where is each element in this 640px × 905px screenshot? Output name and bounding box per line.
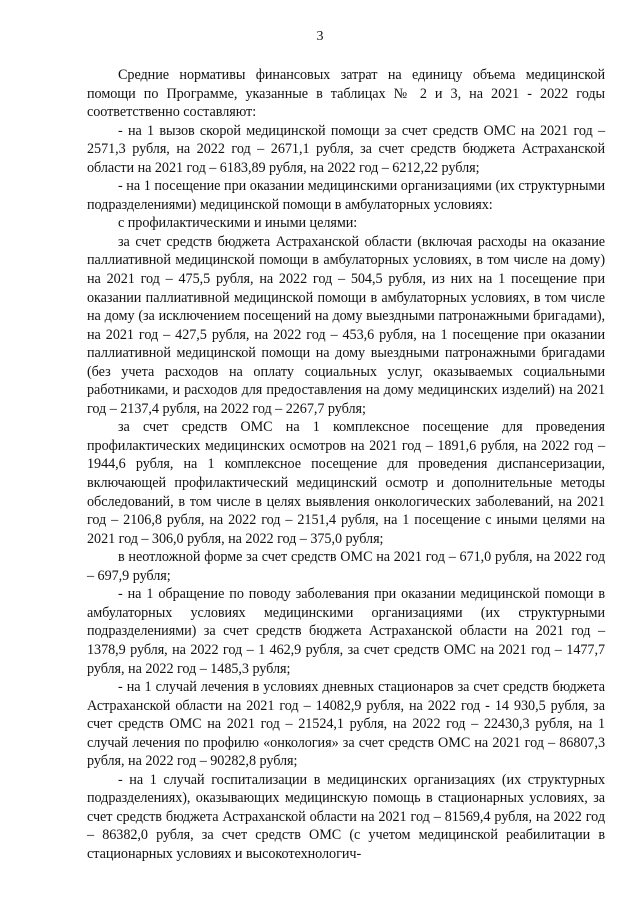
- paragraph-urgent-care: в неотложной форме за счет средств ОМС на 2021 год – 671,0 рубля, на 2022 год – 697,9 рубля;: [87, 549, 605, 584]
- paragraph-regional-budget-visits: за счет средств бюджета Астраханской области (включая расходы на оказание паллиативной медицинской помощи в амбулаторных условиях, в том числе на дому) на 2021 год – 475,5 рубля, на 2022 год – 504,5 рубля, из них на 1 посещение при оказании паллиативной медицинской помощи в амбулаторных условиях, в том числе на дому (за исключением посещений на дому выездными патронажными бригадами), на 2021 год – 427,5 рубля, на 2022 год – 453,6 рубля, на 1 посещение при оказании паллиативной медицинской помощи на дому выездными патронажными бригадами (без учета расходов на оплату социальных услуг, оказываемых социальными работниками, и расходов для предоставления на дому медицинских изделий) на 2021 год – 2137,4 рубля, на 2022 год – 2267,7 рубля;: [87, 233, 605, 417]
- paragraph-oms-complex-visits: за счет средств ОМС на 1 комплексное посещение для проведения профилактических медицинских осмотров на 2021 год – 1891,6 рубля, на 2022 год – 1944,6 рубля, на 1 комплексное посещение для проведения диспансеризации, включающей профилактический медицинский осмотр и дополнительные методы обследований, в том числе в целях выявления онкологических заболеваний, на 2021 год – 2106,8 рубля, на 2022 год – 2151,4 рубля, на 1 посещение с иными целями на 2021 год – 306,0 рубля, на 2022 год – 375,0 рубля;: [87, 419, 605, 547]
- paragraph-disease-appeal: - на 1 обращение по поводу заболевания при оказании медицинской помощи в амбулаторных условиях медицинскими организациями (их структурными подразделениями) за счет средств бюджета Астраханской области на 2021 год – 1378,9 рубля, на 2022 год – 1 462,9 рубля, за счет средств ОМС на 2021 год – 1477,7 рубля, на 2022 год – 1485,3 рубля;: [87, 586, 605, 677]
- paragraph-intro: Средние нормативы финансовых затрат на единицу объема медицинской помощи по Программе, указанные в таблицах № 2 и 3, на 2021 - 2022 годы соответственно составляют:: [87, 67, 605, 121]
- document-body: [87, 66, 605, 864]
- page-number: 3: [316, 29, 324, 44]
- paragraph-preventive-purposes: с профилактическими и иными целями:: [118, 215, 358, 232]
- paragraph-ambulance-call: - на 1 вызов скорой медицинской помощи за счет средств ОМС на 2021 год – 2571,3 рубля, на 2022 год – 2671,1 рубля, за счет средств бюджета Астраханской области на 2021 год – 6183,89 рубля, на 2022 год – 6212,22 рубля;: [87, 122, 605, 176]
- paragraph-outpatient-visit: - на 1 посещение при оказании медицинскими организациями (их структурными подразделениями) медицинской помощи в амбулаторных условиях:: [87, 178, 605, 213]
- paragraph-day-hospital: - на 1 случай лечения в условиях дневных стационаров за счет средств бюджета Астраханской области на 2021 год – 14082,9 рубля, на 2022 год - 14 930,5 рубля, за счет средств ОМС на 2021 год – 21524,1 рубля, на 2022 год – 22430,3 рубля, на 1 случай лечения по профилю «онкология» за счет средств ОМС на 2021 год – 86807,3 рубля, на 2022 год – 90282,8 рубля;: [87, 679, 605, 770]
- paragraph-hospitalization: - на 1 случай госпитализации в медицинских организациях (их структурных подразделениях), оказывающих медицинскую помощь в стационарных условиях, за счет средств бюджета Астраханской области на 2021 год – 81569,4 рубля, на 2022 год – 86382,0 рубля, за счет средств ОМС (с учетом медицинской реабилитации в стационарных условиях и высокотехнологич-: [87, 771, 605, 862]
